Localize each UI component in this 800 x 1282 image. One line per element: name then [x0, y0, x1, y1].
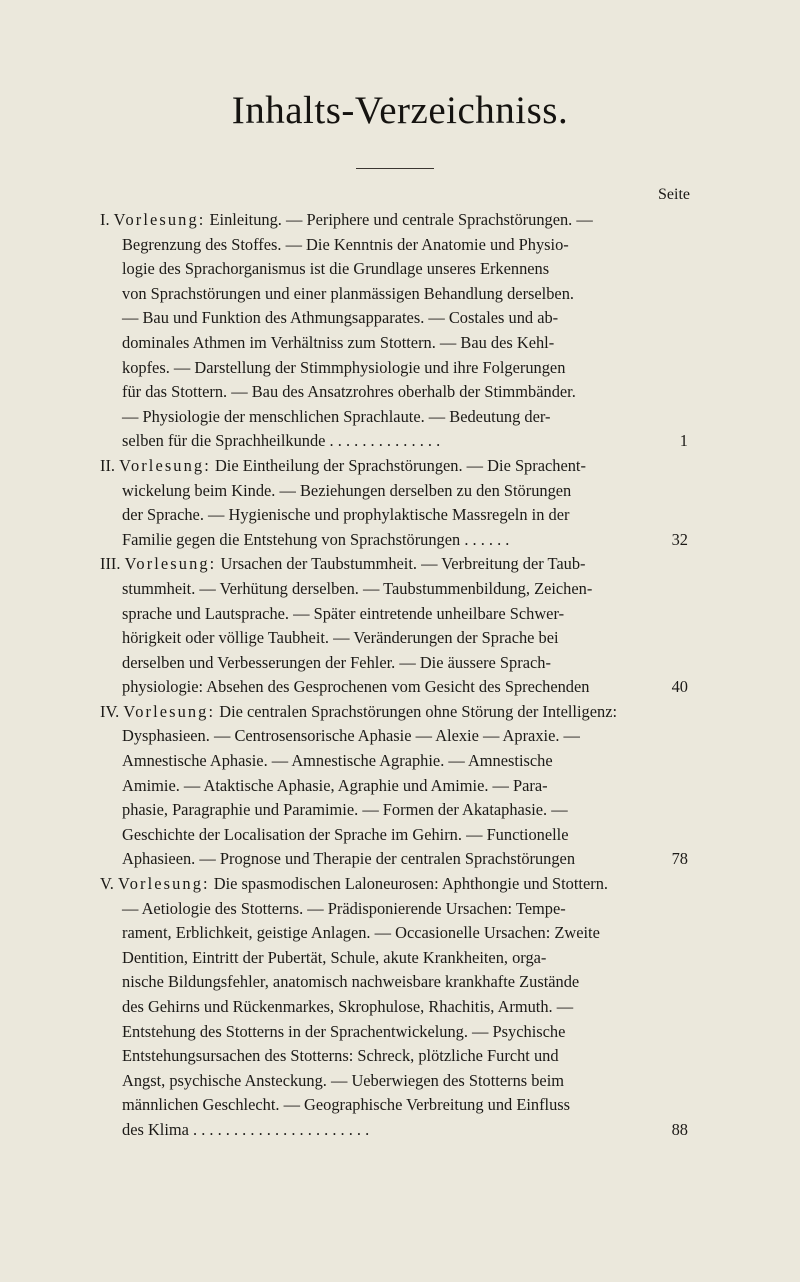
- lecture-topics: stummheit. — Verhütung derselben. — Taubstummenbildung, Zeichen-: [122, 578, 593, 598]
- lecture-label: Vorlesung:: [113, 210, 206, 229]
- title-divider: [356, 168, 434, 169]
- toc-entry-line-text: [100, 872, 608, 897]
- toc-entry-line-text: [122, 1044, 559, 1069]
- toc-entry-line: [0, 749, 800, 774]
- toc-entry-line-text: [122, 503, 569, 528]
- toc-entry-line-text: [122, 331, 554, 356]
- lecture-topics: Aphasieen. — Prognose und Therapie der centralen Sprachstörungen: [122, 849, 576, 869]
- toc-entry-line: [0, 233, 800, 258]
- toc-entry-line-text: [122, 921, 600, 946]
- toc-entry-line: [0, 577, 800, 602]
- lecture-topics: der Sprache. — Hygienische und prophylaktische Massregeln in der: [122, 505, 570, 525]
- lecture-numeral: II.: [100, 455, 116, 475]
- lecture-topics: des Gehirns und Rückenmarkes, Skrophulose, Rhachitis, Armuth. —: [122, 997, 574, 1016]
- toc-entry-line: [0, 872, 800, 897]
- lecture-topics: physiologie: Absehen des Gesprochenen vom Gesicht des Sprechenden: [122, 677, 590, 697]
- toc-entry-line-text: [122, 651, 551, 676]
- toc-entry-line-text: [122, 602, 564, 627]
- lecture-label: Vorlesung:: [119, 455, 211, 475]
- toc-entry-line-text: [122, 356, 565, 381]
- lecture-topics: sprache und Lautsprache. — Später eintretende unheilbare Schwer-: [122, 603, 565, 623]
- toc-entry-line: [0, 1093, 800, 1118]
- toc-entry-line: [0, 700, 800, 725]
- toc-entry-line: [0, 282, 800, 307]
- lecture-topics: Entstehung des Stotterns in der Sprachentwickelung. — Psychische: [122, 1021, 566, 1041]
- toc-entry-line: [0, 405, 800, 430]
- toc-entry-line-text: [122, 823, 569, 848]
- toc-entry-line: [0, 651, 800, 676]
- toc-entry-line-text: [122, 946, 546, 971]
- lecture-topics: — Physiologie der menschlichen Sprachlaute. — Bedeutung der-: [122, 406, 551, 426]
- toc-entry: [0, 552, 800, 700]
- toc-entry-line-text: [122, 724, 580, 749]
- seite-column-label: Seite: [658, 186, 690, 203]
- toc-entry-line-text: [122, 995, 573, 1020]
- table-of-contents: [0, 208, 800, 1143]
- lecture-topics: Einleitung. — Periphere und centrale Sprachstörungen. —: [209, 210, 593, 229]
- lecture-label: Vorlesung:: [124, 554, 217, 574]
- toc-entry: [0, 454, 800, 552]
- lecture-label: Vorlesung:: [117, 874, 210, 894]
- lecture-topics: rament, Erblichkeit, geistige Anlagen. — Occasionelle Ursachen: Zweite: [122, 923, 600, 943]
- toc-entry-line: [0, 847, 800, 872]
- lecture-topics: wickelung beim Kinde. — Beziehungen derselben zu den Störungen: [122, 480, 572, 500]
- toc-entry-line-text: [122, 626, 559, 651]
- toc-entry-line: [0, 479, 800, 504]
- toc-entry-line: [0, 356, 800, 381]
- lecture-topics: derselben und Verbesserungen der Fehler. — Die äussere Sprach-: [122, 652, 551, 672]
- lecture-topics: Dysphasieen. — Centrosensorische Aphasie — Alexie — Apraxie. —: [122, 726, 580, 746]
- lecture-topics: Amimie. — Ataktische Aphasie, Agraphie und Amimie. — Para-: [122, 775, 548, 795]
- toc-entry-line-text: [122, 1093, 570, 1118]
- toc-entry-line: [0, 823, 800, 848]
- lecture-topics: — Bau und Funktion des Athmungsapparates. — Costales und ab-: [122, 308, 559, 328]
- toc-entry-line: [0, 306, 800, 331]
- lecture-topics: — Aetiologie des Stotterns. — Prädisponierende Ursachen: Tempe-: [122, 898, 566, 918]
- toc-entry-line-text: [122, 479, 571, 504]
- toc-entry-line: [0, 995, 800, 1020]
- toc-entry-line: [0, 552, 800, 577]
- toc-entry-line: [0, 331, 800, 356]
- toc-entry-line-text: [122, 847, 575, 872]
- toc-entry-line: [0, 429, 800, 454]
- toc-entry-line-text: [122, 577, 592, 602]
- lecture-numeral: V.: [100, 874, 114, 894]
- toc-entry-line: [0, 380, 800, 405]
- page-number: 88: [671, 1119, 688, 1139]
- lecture-topics: Die spasmodischen Laloneurosen: Aphthongie und Stottern.: [213, 874, 609, 894]
- toc-entry-line: [0, 1069, 800, 1094]
- toc-entry-line-text: [100, 208, 593, 233]
- toc-entry: [0, 872, 800, 1143]
- toc-entry-line-text: [122, 429, 440, 454]
- toc-entry-line: [0, 798, 800, 823]
- lecture-topics: für das Stottern. — Bau des Ansatzrohres oberhalb der Stimmbänder.: [122, 382, 576, 402]
- lecture-topics: logie des Sprachorganismus ist die Grundlage unseres Erkennens: [122, 259, 550, 279]
- toc-entry-line-text: [122, 1069, 564, 1094]
- toc-entry-line: [0, 1118, 800, 1143]
- toc-entry-line: [0, 724, 800, 749]
- toc-entry-line-text: [122, 970, 579, 995]
- toc-entry-line-text: [122, 897, 566, 922]
- toc-entry-line-text: [100, 700, 617, 725]
- page-number: 32: [671, 529, 688, 549]
- lecture-topics: Familie gegen die Entstehung von Sprachstörungen . . . . . .: [122, 529, 510, 549]
- lecture-topics: phasie, Paragraphie und Paramimie. — Formen der Akataphasie. —: [122, 800, 568, 820]
- toc-entry-line: [0, 946, 800, 971]
- toc-entry-line-text: [100, 454, 586, 479]
- toc-entry-line: [0, 626, 800, 651]
- lecture-topics: Angst, psychische Ansteckung. — Ueberwiegen des Stotterns beim: [122, 1070, 565, 1090]
- toc-entry-line: [0, 675, 800, 700]
- lecture-topics: dominales Athmen im Verhältniss zum Stottern. — Bau des Kehl-: [122, 332, 555, 352]
- lecture-topics: hörigkeit oder völlige Taubheit. — Veränderungen der Sprache bei: [122, 628, 559, 648]
- toc-entry-line: [0, 774, 800, 799]
- lecture-label: Vorlesung:: [123, 701, 216, 721]
- page-number: 78: [671, 849, 688, 869]
- toc-entry-line: [0, 503, 800, 528]
- lecture-topics: Dentition, Eintritt der Pubertät, Schule, akute Krankheiten, orga-: [122, 947, 547, 967]
- toc-entry-line-text: [122, 528, 509, 553]
- page-title: Inhalts-Verzeichniss.: [231, 89, 569, 132]
- page-number: 1: [679, 431, 688, 451]
- lecture-topics: Die centralen Sprachstörungen ohne Störung der Intelligenz:: [219, 701, 618, 721]
- lecture-topics: des Klima . . . . . . . . . . . . . . . . . . . . . .: [122, 1119, 370, 1139]
- toc-entry-line-text: [122, 233, 569, 258]
- toc-entry-line-text: [122, 1020, 565, 1045]
- lecture-topics: Ursachen der Taubstummheit. — Verbreitung der Taub-: [220, 554, 586, 574]
- lecture-topics: Amnestische Aphasie. — Amnestische Agraphie. — Amnestische: [122, 751, 553, 771]
- toc-entry-line: [0, 897, 800, 922]
- toc-entry-line-text: [122, 306, 558, 331]
- toc-entry-line: [0, 1044, 800, 1069]
- toc-entry-line: [0, 454, 800, 479]
- toc-entry-line: [0, 970, 800, 995]
- toc-entry-line-text: [122, 282, 574, 307]
- lecture-topics: Geschichte der Localisation der Sprache im Gehirn. — Functionelle: [122, 824, 569, 844]
- lecture-topics: Die Eintheilung der Sprachstörungen. — Die Sprachent-: [214, 455, 586, 475]
- toc-entry: [0, 208, 800, 454]
- toc-entry: [0, 700, 800, 872]
- page-number: 40: [671, 677, 688, 697]
- toc-entry-line-text: [122, 675, 589, 700]
- toc-entry-line: [0, 528, 800, 553]
- lecture-numeral: III.: [100, 554, 121, 574]
- toc-entry-line: [0, 208, 800, 233]
- toc-entry-line-text: [122, 380, 576, 405]
- lecture-numeral: IV.: [100, 701, 120, 721]
- lecture-topics: männlichen Geschlecht. — Geographische Verbreitung und Einfluss: [122, 1095, 571, 1115]
- toc-entry-line: [0, 257, 800, 282]
- toc-entry-line: [0, 1020, 800, 1045]
- lecture-topics: von Sprachstörungen und einer planmässigen Behandlung derselben.: [122, 283, 574, 303]
- toc-entry-line-text: [100, 552, 585, 577]
- lecture-numeral: I.: [100, 210, 110, 229]
- lecture-topics: Begrenzung des Stoffes. — Die Kenntnis der Anatomie und Physio-: [122, 234, 569, 254]
- lecture-topics: nische Bildungsfehler, anatomisch nachweisbare krankhafte Zustände: [122, 972, 580, 992]
- toc-entry-line-text: [122, 749, 553, 774]
- toc-entry-line-text: [122, 1118, 369, 1143]
- lecture-topics: selben für die Sprachheilkunde . . . . . . . . . . . . . .: [122, 431, 441, 451]
- toc-entry-line-text: [122, 257, 549, 282]
- toc-entry-line: [0, 602, 800, 627]
- toc-entry-line-text: [122, 405, 550, 430]
- toc-entry-line-text: [122, 774, 548, 799]
- lecture-topics: kopfes. — Darstellung der Stimmphysiologie und ihre Folgerungen: [122, 357, 566, 377]
- toc-entry-line-text: [122, 798, 568, 823]
- lecture-topics: Entstehungsursachen des Stotterns: Schreck, plötzliche Furcht und: [122, 1046, 559, 1066]
- toc-entry-line: [0, 921, 800, 946]
